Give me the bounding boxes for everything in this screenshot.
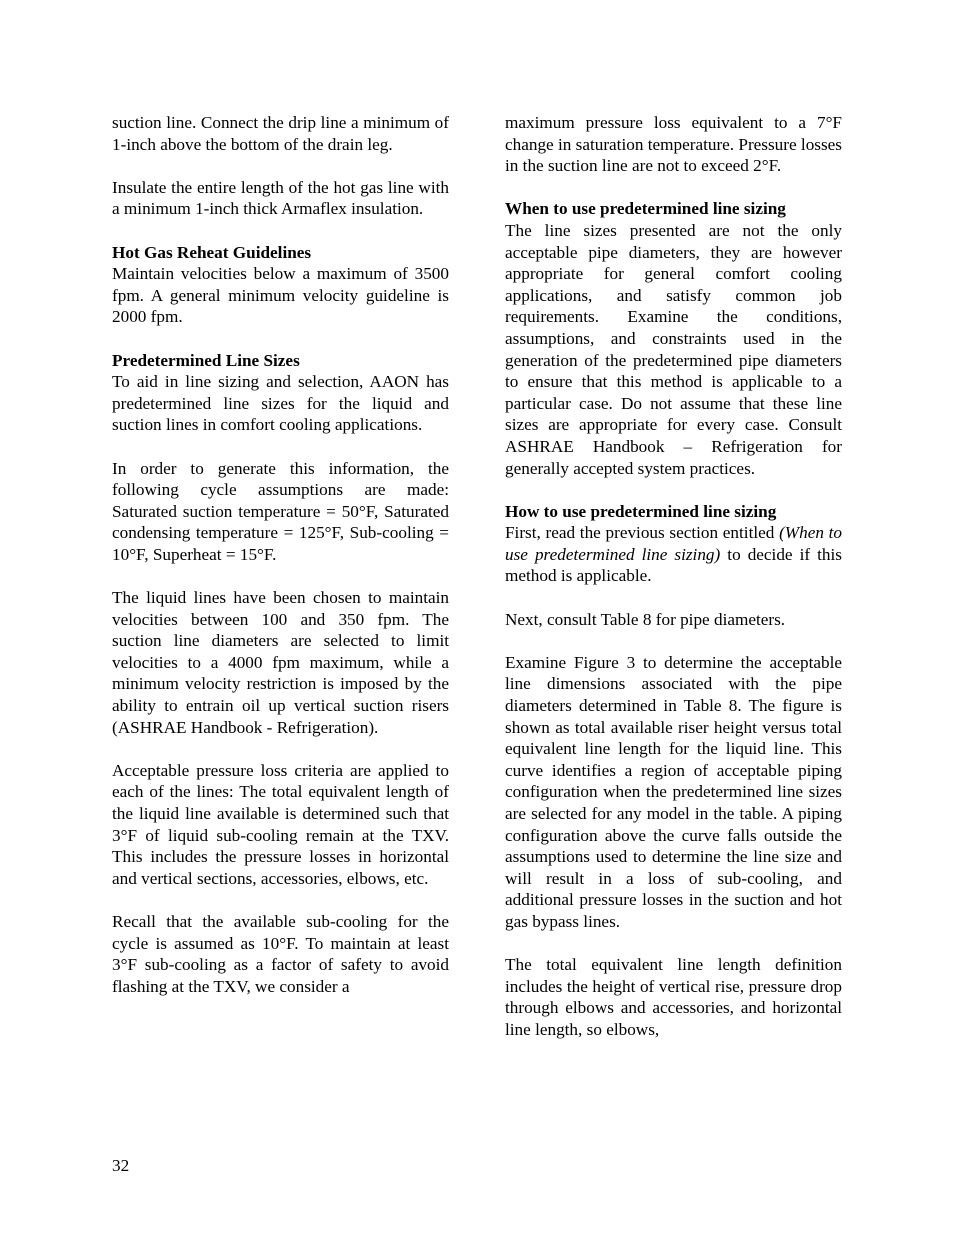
heading-hot-gas-reheat: Hot Gas Reheat Guidelines — [112, 242, 312, 262]
first-read-continuation: to decide if this method is applicable. — [505, 544, 842, 586]
heading-when-to-use: When to use predetermined line sizing — [505, 199, 786, 219]
paragraph-insulation: Insulate the entire length of the hot gas line with a minimum 1-inch thick Armaflex insulation. — [112, 177, 449, 219]
left-column — [112, 112, 449, 997]
paragraph-consult-table: Next, consult Table 8 for pipe diameters. — [505, 609, 786, 629]
paragraph-velocities: Maintain velocities below a maximum of 3500 fpm. A general minimum velocity guideline is 2000 fpm. — [112, 264, 449, 327]
paragraph-recall-subcooling: Recall that the available sub-cooling for the cycle is assumed as 10°F. To maintain at least 3°F sub-cooling as a factor of safety to avoid flashing at the TXV, we consider a — [112, 911, 449, 996]
paragraph-max-pressure-loss: maximum pressure loss equivalent to a 7°F change in saturation temperature. Pressure losses in the suction line are not to exceed 2°F. — [505, 113, 842, 176]
paragraph-equivalent-length: The total equivalent line length definition includes the height of vertical rise, pressure drop through elbows and accessories, and horizontal line length, so elbows, — [505, 955, 842, 1039]
section-reference: (When to use predetermined line sizing) — [505, 523, 842, 564]
paragraph-first-read — [505, 522, 842, 587]
paragraph-examine-figure: Examine Figure 3 to determine the acceptable line dimensions associated with the pipe diameters determined in Table 8. The figure is shown as total available riser height versus total equivalent line length for the liquid line. This curve identifies a region of acceptable piping configuration when the predetermined line sizes are selected for any model in the table. A piping configuration above the curve falls outside the assumptions used to determine the line size and will result in a loss of sub-cooling, and additional pressure losses in the suction and hot gas bypass lines. — [505, 652, 842, 931]
paragraph-pressure-loss-criteria: Acceptable pressure loss criteria are applied to each of the lines: The total equivalent length of the liquid line available is determined such that 3°F of liquid sub-cooling remain at the TXV. This includes the pressure losses in horizontal and vertical sections, accessories, elbows, etc. — [112, 760, 449, 888]
paragraph-cycle-assumptions: In order to generate this information, the following cycle assumptions are made: Saturated suction temperature = 50°F, Saturated condensing temperature = 125°F, Sub-cooling = 10°F, Superheat = 15°F. — [112, 458, 449, 564]
paragraph-line-sizes-presented: The line sizes presented are not the only acceptable pipe diameters, they are however appropriate for general comfort cooling applications, and satisfy common job requirements. Examine the conditions, assumptions, and constraints used in the generation of the predetermined pipe diameters to ensure that this method is applicable to a particular case. Do not assume that these line sizes are appropriate for every case. Consult ASHRAE Handbook – Refrigeration for generally accepted system practices. — [505, 220, 842, 478]
heading-predetermined-line-sizes: Predetermined Line Sizes — [112, 350, 300, 370]
first-read-text: First, read the previous section entitled — [505, 523, 780, 543]
right-column — [505, 112, 842, 1041]
heading-how-to-use: How to use predetermined line sizing — [505, 501, 777, 521]
page-number: 32 — [112, 1156, 130, 1175]
paragraph-drip-line: suction line. Connect the drip line a minimum of 1-inch above the bottom of the drain leg. — [112, 113, 449, 154]
paragraph-aid-line-sizing: To aid in line sizing and selection, AAON has predetermined line sizes for the liquid and suction lines in comfort cooling applications. — [112, 372, 449, 435]
paragraph-liquid-lines: The liquid lines have been chosen to maintain velocities between 100 and 350 fpm. The suction line diameters are selected to limit velocities to a 4000 fpm maximum, while a minimum velocity restriction is imposed by the ability to entrain oil up vertical suction risers (ASHRAE Handbook - Refrigeration). — [112, 588, 449, 737]
